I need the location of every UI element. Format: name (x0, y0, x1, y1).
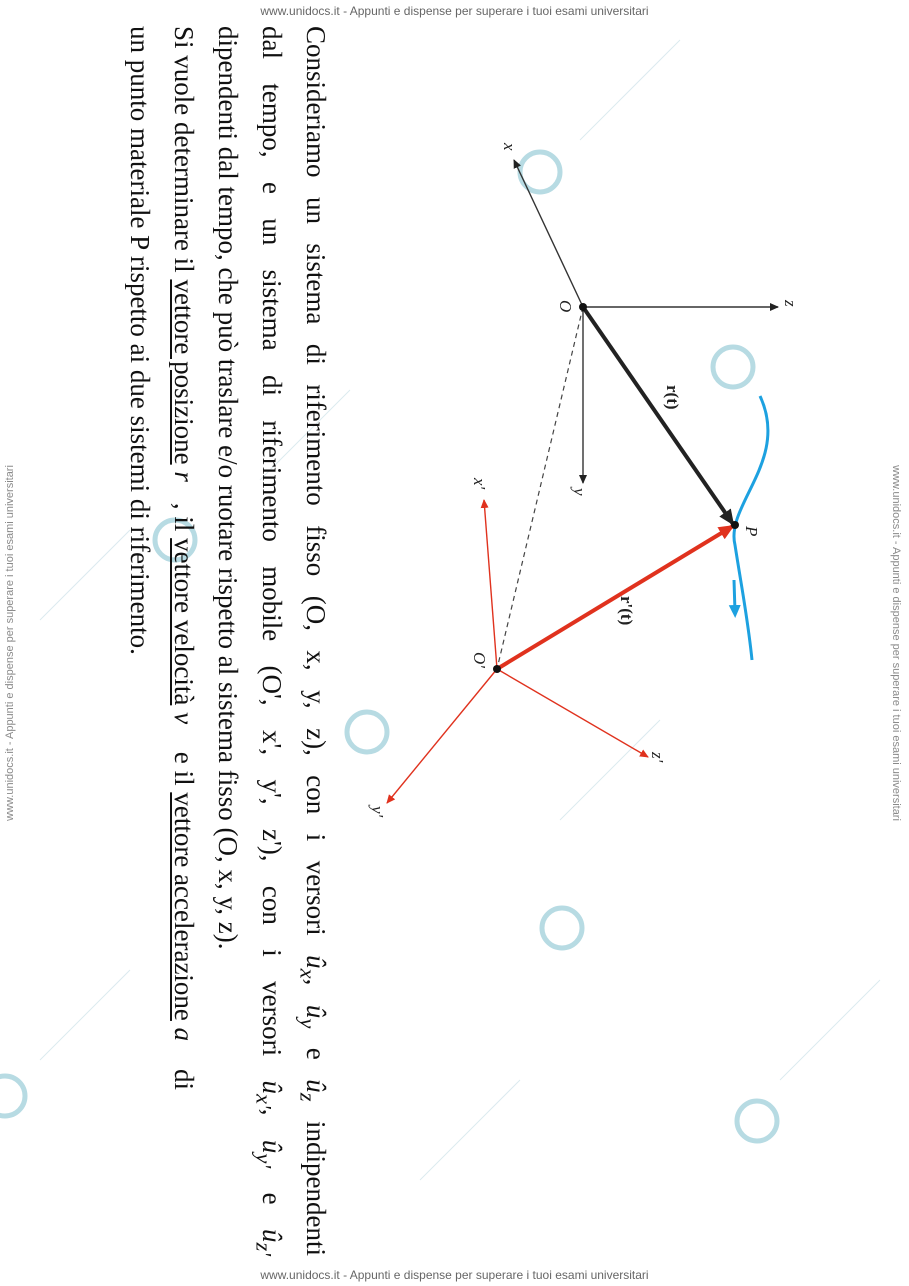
label-x: x (500, 143, 519, 151)
position-vector-r-prime (497, 526, 733, 669)
label-P: P (742, 526, 761, 537)
label-O-prime: O' (470, 652, 489, 668)
underlined-acceleration-vector: vettore accelerazione (169, 792, 199, 1021)
trajectory-arrow-icon (734, 580, 735, 612)
label-r-prime: r'(t) (617, 596, 636, 626)
label-O: O (556, 300, 575, 313)
text-line-1: Consideriamo un sistema di riferimento fisso (O, x, y, z), con i versori $û_x$, $û_y$ e $û_z$ indipendenti (295, 26, 331, 1256)
body-text (125, 26, 338, 1257)
position-vector-r (583, 307, 733, 524)
point-P-dot (731, 521, 739, 529)
label-y-prime: y' (368, 806, 387, 818)
text-line-3: dipendenti dal tempo, che può traslare e/o ruotare rispetto al sistema fisso (O, x, y, z). (213, 26, 243, 950)
label-z: z (781, 300, 800, 307)
underlined-velocity-vector: vettore velocità (169, 538, 199, 706)
label-z-prime: z' (648, 752, 667, 763)
text-line-2: dal tempo, e un sistema di riferimento mobile (O', x', y', z'), con i versori $û_{x'}$, $û_{y'}$ e $û_{z'}$ (251, 26, 287, 1257)
text-line-5: un punto materiale P rispetto ai due sistemi di riferimento. (125, 26, 155, 655)
footer-watermark: www.unidocs.it - Appunti e dispense per superare i tuoi esami universitari (260, 1268, 649, 1282)
axis-z-prime (497, 669, 648, 757)
side-watermark-right: www.unidocs.it - Appunti e dispense per superare i tuoi esami universitari (890, 465, 902, 821)
axis-x (514, 160, 583, 307)
label-r: r(t) (663, 385, 682, 410)
underlined-position-vector: vettore posizione (169, 279, 199, 465)
axis-y-prime (387, 669, 497, 803)
origin-moving-dot (493, 665, 501, 673)
text-line-4: Si vuole determinare il vettore posizione r⃗, il vettore velocità v⃗ e il vettore accelerazione a⃗ di (169, 26, 199, 1090)
origin-fixed-dot (579, 303, 587, 311)
axis-x-prime (484, 500, 497, 669)
label-y: y (570, 488, 589, 496)
side-watermark-left: www.unidocs.it - Appunti e dispense per superare i tuoi esami universitari (4, 465, 16, 821)
label-x-prime: x' (470, 478, 489, 490)
header-watermark: www.unidocs.it - Appunti e dispense per superare i tuoi esami universitari (260, 4, 649, 18)
